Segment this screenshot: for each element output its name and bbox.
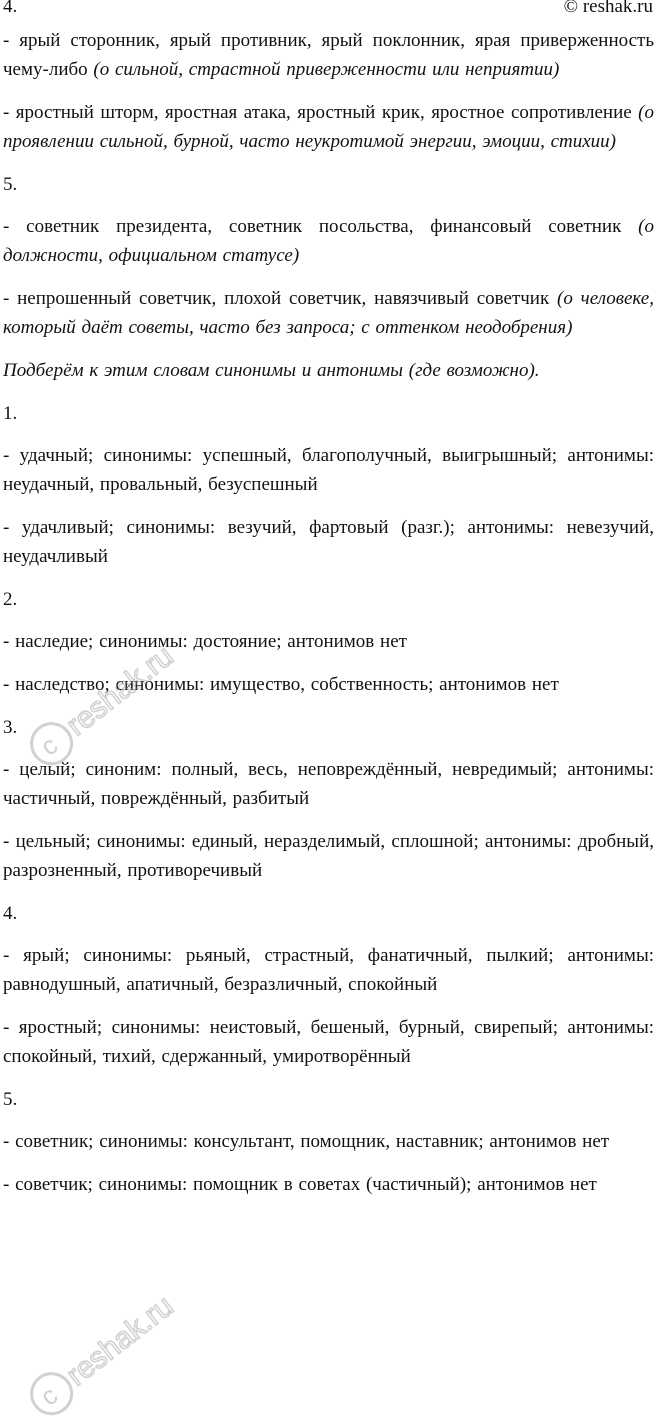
synonym-entry: - яростный; синонимы: неистовый, бешеный, бурный, свирепый; антонимы: спокойный, тихий, сдержанный, умиротворённый bbox=[3, 1017, 654, 1067]
synonym-entry: - наследие; синонимы: достояние; антонимов нет bbox=[3, 631, 407, 652]
synonym-entry: - ярый; синонимы: рьяный, страстный, фанатичный, пылкий; антонимы: равнодушный, апатичный, безразличный, спокойный bbox=[3, 945, 654, 995]
usage-note: (о проявлении сильной, бурной, часто неукротимой энергии, эмоции, стихии) bbox=[3, 102, 654, 152]
section-number: 1. bbox=[3, 403, 18, 424]
usage-note: (о сильной, страстной приверженности или неприятии) bbox=[93, 59, 560, 80]
page-header bbox=[3, 0, 654, 26]
section-number: 3. bbox=[3, 717, 18, 738]
svg-text:c: c bbox=[34, 1380, 64, 1412]
section-number: 5. bbox=[3, 1089, 18, 1110]
svg-text:c: c bbox=[34, 730, 64, 762]
synonym-entry: - цельный; синонимы: единый, неразделимый, сплошной; антонимы: дробный, разрозненный, противоречивый bbox=[3, 831, 654, 881]
section-intro: Подберём к этим словам синонимы и антонимы (где возможно). bbox=[3, 360, 540, 381]
entry-paragraph: - непрошенный советчик, плохой советчик, навязчивый советчик (о человеке, который даёт советы, часто без запроса; с оттенком неодобрения) bbox=[3, 288, 654, 338]
entry-paragraph: - яростный шторм, яростная атака, яростный крик, яростное сопротивление (о проявлении сильной, бурной, часто неукротимой энергии, эмоции, стихии) bbox=[3, 102, 654, 152]
exercise-number: 4. bbox=[3, 0, 18, 17]
svg-text:reshak.ru: reshak.ru bbox=[60, 1289, 180, 1393]
synonym-entry: - целый; синоним: полный, весь, неповреждённый, невредимый; антонимы: частичный, повреждённый, разбитый bbox=[3, 759, 654, 809]
entry-paragraph: - советник президента, советник посольства, финансовый советник (о должности, официальном статусе) bbox=[3, 216, 654, 266]
synonym-entry: - наследство; синонимы: имущество, собственность; антонимов нет bbox=[3, 674, 559, 695]
usage-note: (о должности, официальном статусе) bbox=[3, 216, 654, 266]
svg-text:reshak.ru: reshak.ru bbox=[60, 639, 180, 743]
section-number: 5. bbox=[3, 174, 18, 195]
synonym-entry: - удачный; синонимы: успешный, благополучный, выигрышный; антонимы: неудачный, провальный, безуспешный bbox=[3, 445, 654, 495]
synonym-entry: - советник; синонимы: консультант, помощник, наставник; антонимов нет bbox=[3, 1131, 610, 1152]
section-number: 2. bbox=[3, 589, 18, 610]
synonym-entry: - советчик; синонимы: помощник в советах (частичный); антонимов нет bbox=[3, 1174, 597, 1195]
section-number: 4. bbox=[3, 903, 18, 924]
site-credit: © reshak.ru bbox=[563, 0, 653, 17]
synonym-entry: - удачливый; синонимы: везучий, фартовый (разг.); антонимы: невезучий, неудачливый bbox=[3, 517, 654, 567]
usage-note: (о человеке, который даёт советы, часто без запроса; с оттенком неодобрения) bbox=[3, 288, 654, 338]
entry-paragraph: - ярый сторонник, ярый противник, ярый поклонник, ярая приверженность чему-либо (о сильной, страстной приверженности или неприятии) bbox=[3, 30, 654, 80]
